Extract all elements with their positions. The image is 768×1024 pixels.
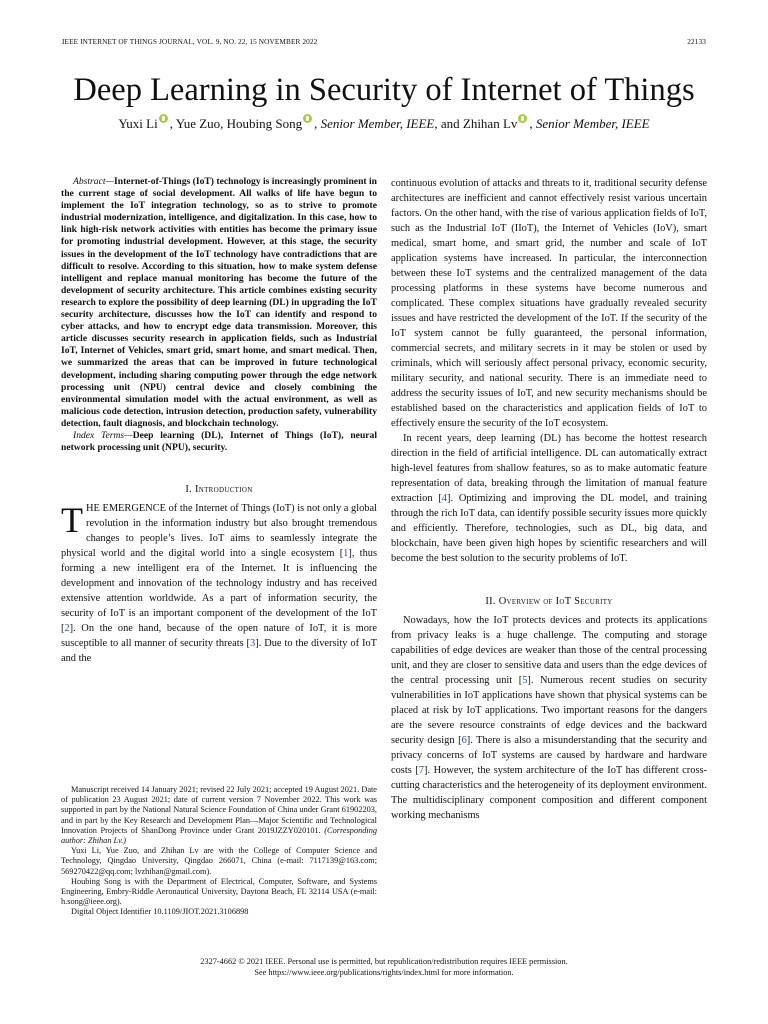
body-paragraph: continuous evolution of attacks and threats to it, traditional security defense architectures are inefficient and cannot effectively resist various uncertain factors. On the other hand, with the rise of various application fields of IoT, such as the Industrial IoT (IIoT), the Internet of Vehicles (IoV), smart medical, smart home, and smart grid, the number and scale of IoT application systems have increased. In particular, the interconnection between these IoT systems and the centralized management of the data processing platforms in these systems have become numerous and complicated. These complex situations have gradually revealed security issues and have restricted the development of the IoT. If the security of the IoT system cannot be fully guaranteed, the personal information, commercial secrets, and military secrets in it may be stolen or used by criminals, which will seriously affect personal privacy, economic security, military security, and national security. There is an immediate need to address the security issues of IoT, and new security mechanisms should be established based on the characteristics and application fields of IoT to effectively ensure the security of the IoT ecosystem. (391, 178, 707, 429)
page-number: 22133 (687, 37, 706, 46)
citation-link[interactable]: 6 (461, 735, 467, 746)
citation-link[interactable]: 7 (418, 765, 425, 776)
footnote-doi: Digital Object Identifier 10.1109/JIOT.2021.3106898 (71, 907, 249, 917)
rights-link-line[interactable]: See https://www.ieee.org/publications/rights/index.html for more information. (254, 968, 514, 977)
author-membership: Senior Member, IEEE (320, 116, 435, 131)
section-heading-overview: II. Overview of IoT Security (485, 596, 613, 607)
citation-link[interactable]: 1 (343, 548, 349, 560)
paper-title: Deep Learning in Security of Internet of Things (73, 72, 695, 108)
right-column (391, 176, 707, 823)
footnotes (61, 785, 377, 918)
author-membership: Senior Member, IEEE (535, 116, 650, 131)
abstract-label: Abstract— (73, 176, 115, 187)
footnote-manuscript: Manuscript received 14 January 2021; revised 22 July 2021; accepted 19 August 2021. Date of publication 23 August 2021; date of current version 7 November 2022. This work was supported in part by the National Natural Science Foundation of China under Grant 61902203, and in part by the Key Research and Development Plan—Major Scientific and Technological Innovation Projects of ShanDong Province under Grant 2019JZZY020101. (Corresponding author: Zhihan Lv.) (61, 785, 377, 846)
citation-link[interactable]: 4 (441, 493, 447, 504)
body-paragraph: Nowadays, how the IoT protects devices and protects its applications from privacy leaks is a huge challenge. The computing and storage capabilities of edge devices are weaker than those of the central processing unit, and they are closer to sensitive data and users than the edge devices of the central processing unit [5]. Numerous recent studies on security vulnerabilities in IoT applications have shown that physical systems can be placed at risk by IoT applications. Two important reasons for the dangers are the severe resource constraints of edge devices and the backward security design [6]. There is also a misunderstanding that the security and privacy concerns of IoT systems are caused by hardware and hardware costs [7]. However, the system architecture of the IoT has different cross-cutting characteristics and the heterogeneity of its deployment environment. The multidisciplinary component composition and different component working mechanisms (391, 615, 707, 821)
drop-cap: T (61, 500, 83, 541)
body-paragraph: In recent years, deep learning (DL) has become the hottest research direction in the field of artificial intelligence. DL can automatically extract high-level features from shallow features, so as to make automatic feature representation of data, breaking through the limitation of manual feature extraction [4]. Optimizing and improving the DL model, and training through the rich IoT data, can identify possible security issues more quickly and efficiently. Therefore, technologies, such as DL, big data, and blockchain, have been given high hopes by scientific researchers and will become the best solution to the security problems of IoT. (391, 433, 708, 564)
abstract-text: Internet-of-Things (IoT) technology is increasingly prominent in the current stage of social development. All walks of life have begun to implement the IoT integration technology, so as to strive to promote industrial modernization, intelligence, and digitalization. In this case, how to link high-risk network activities with entities has become the primary issue for promoting industrial development. However, at this stage, the security issues in the development of the IoT technology have contradictions that are difficult to resolve. According to this situation, how to make system defense intelligent and replace manual monitoring has become the future of the development of security architecture. This article combines existing security research to explore the possibility of deep learning (DL) in upgrading the IoT security architecture, discusses how the IoT can identify and respond to cyber attacks, and how to encrypt edge data transmission. Moreover, this article discusses security research in application fields, such as Industrial IoT, Internet of Vehicles, smart grid, smart home, and smart medical. Then, we summarized the areas that can be improved in future technological development, including sharing computing power through the edge network processing unit (NPU) central device and closely combining the environmental simulation model with the actual environment, as well as malicious code detection, intrusion detection, production safety, vulnerability detection, fault diagnosis, and blockchain technology. (61, 176, 377, 429)
author-name: Yuxi Li (118, 116, 158, 131)
orcid-icon[interactable] (159, 114, 168, 123)
running-header (62, 35, 706, 49)
orcid-icon[interactable] (303, 114, 312, 123)
index-terms-label: Index Terms— (73, 429, 133, 441)
abstract (61, 176, 377, 430)
section-heading-introduction: I. Introduction (185, 484, 253, 496)
copyright-line: 2327-4662 © 2021 IEEE. Personal use is permitted, but republication/redistribution requires IEEE permission. (200, 957, 568, 966)
citation-link[interactable]: 5 (522, 675, 528, 686)
footnote-affiliation: Yuxi Li, Yue Zuo, and Zhihan Lv are with the College of Computer Science and Technology, Qingdao University, Qingdao 266071, China (e-mail: 7117139@163.com; 569270422@qq.com; lvzhihan@gmail.com). (61, 846, 377, 876)
corresponding-author: (Corresponding author: Zhihan Lv.) (61, 825, 377, 846)
left-column (61, 176, 377, 666)
introduction-paragraph: THE EMERGENCE of the Internet of Things (IoT) is not only a global revolution in the information industry but also brought tremendous changes to people’s lives. IoT aims to seamlessly integrate the physical world and the digital world into a single ecosystem [1], thus forming a new intelligent era of the Internet. It is influencing the development and innovation of the technology industry and has received extensive attention worldwide. As a part of information security, the security of IoT is an important component of the development of the IoT [2]. On the one hand, because of the open nature of IoT, it is more susceptible to all manner of security threats [3]. Due to the diversity of IoT and the (61, 500, 378, 665)
footnote-affiliation: Houbing Song is with the Department of Electrical, Computer, Software, and Systems Engineering, Embry-Riddle Aeronautical University, Daytona Beach, FL 32114 USA (e-mail: h.song@ieee.org). (61, 876, 377, 907)
orcid-icon[interactable] (518, 114, 527, 123)
index-terms-text: Deep learning (DL), Internet of Things (IoT), neural network processing unit (NPU), security. (61, 429, 377, 454)
citation-link[interactable]: 3 (250, 638, 256, 650)
citation-link[interactable]: 2 (64, 623, 70, 635)
journal-name: IEEE INTERNET OF THINGS JOURNAL, VOL. 9, NO. 22, 15 NOVEMBER 2022 (62, 37, 318, 46)
author-names: , and Zhihan Lv (434, 116, 518, 131)
copyright-footer (40, 956, 728, 978)
index-terms (61, 430, 377, 454)
author-list: Yuxi Li , Yue Zuo, Houbing Song , Senior Member, IEEE, and Zhihan Lv , Senior Member, IEEE (118, 116, 650, 131)
author-names: , Yue Zuo, Houbing Song (169, 116, 303, 131)
